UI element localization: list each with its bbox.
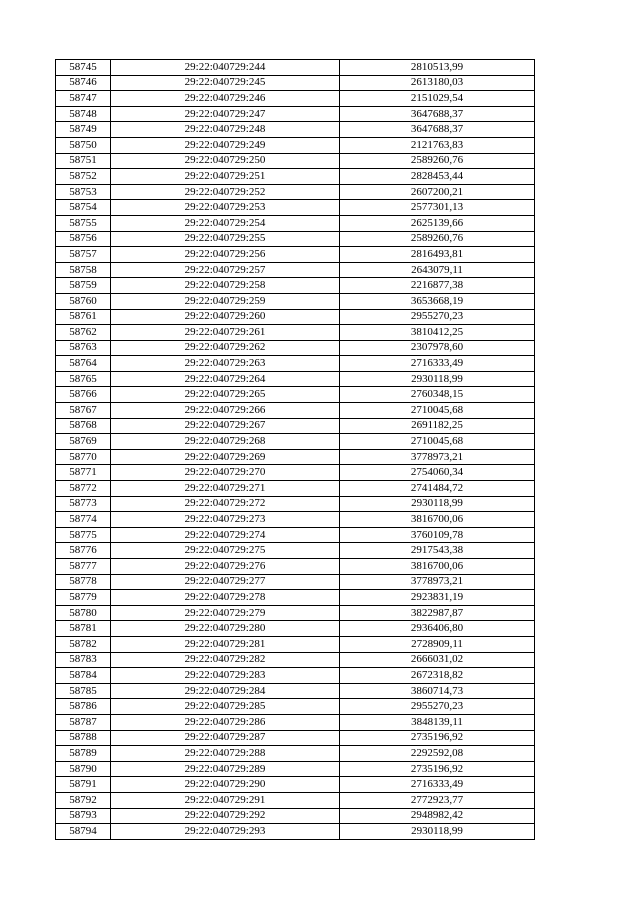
cadastral-number-cell: 29:22:040729:277: [111, 574, 340, 590]
cadastral-number-cell: 29:22:040729:263: [111, 356, 340, 372]
table-row: [56, 824, 535, 840]
row-number-cell: 58763: [56, 340, 111, 356]
table-row: [56, 418, 535, 434]
table-row: [56, 293, 535, 309]
row-number-cell: 58787: [56, 714, 111, 730]
table-row: [56, 761, 535, 777]
table-row: [56, 527, 535, 543]
cadastral-value-cell: 2710045,68: [340, 434, 535, 450]
cadastral-value-cell: 2607200,21: [340, 184, 535, 200]
cadastral-value-cell: 2828453,44: [340, 169, 535, 185]
cadastral-number-cell: 29:22:040729:275: [111, 543, 340, 559]
cadastral-value-cell: 3778973,21: [340, 574, 535, 590]
cadastral-value-cell: 2735196,92: [340, 730, 535, 746]
cadastral-value-cell: 3848139,11: [340, 714, 535, 730]
cadastral-number-cell: 29:22:040729:248: [111, 122, 340, 138]
row-number-cell: 58754: [56, 200, 111, 216]
cadastral-number-cell: 29:22:040729:262: [111, 340, 340, 356]
table-row: [56, 559, 535, 575]
table-row: [56, 75, 535, 91]
cadastral-value-cell: 3860714,73: [340, 683, 535, 699]
cadastral-number-cell: 29:22:040729:256: [111, 247, 340, 263]
cadastral-number-cell: 29:22:040729:244: [111, 60, 340, 76]
row-number-cell: 58793: [56, 808, 111, 824]
row-number-cell: 58745: [56, 60, 111, 76]
cadastral-value-cell: 2716333,49: [340, 356, 535, 372]
cadastral-value-table: [55, 59, 535, 840]
cadastral-number-cell: 29:22:040729:287: [111, 730, 340, 746]
row-number-cell: 58771: [56, 465, 111, 481]
table-row: [56, 683, 535, 699]
cadastral-value-cell: 2710045,68: [340, 403, 535, 419]
table-row: [56, 652, 535, 668]
cadastral-number-cell: 29:22:040729:247: [111, 106, 340, 122]
table-row: [56, 792, 535, 808]
table-row: [56, 699, 535, 715]
row-number-cell: 58784: [56, 668, 111, 684]
cadastral-value-cell: 2930118,99: [340, 371, 535, 387]
row-number-cell: 58780: [56, 605, 111, 621]
table-row: [56, 137, 535, 153]
table-row: [56, 278, 535, 294]
table-row: [56, 668, 535, 684]
cadastral-value-cell: 2672318,82: [340, 668, 535, 684]
cadastral-number-cell: 29:22:040729:274: [111, 527, 340, 543]
row-number-cell: 58776: [56, 543, 111, 559]
cadastral-value-cell: 2955270,23: [340, 699, 535, 715]
row-number-cell: 58751: [56, 153, 111, 169]
cadastral-value-cell: 3816700,06: [340, 512, 535, 528]
cadastral-number-cell: 29:22:040729:260: [111, 309, 340, 325]
cadastral-value-cell: 2754060,34: [340, 465, 535, 481]
table-row: [56, 714, 535, 730]
cadastral-value-cell: 2810513,99: [340, 60, 535, 76]
table-body: [56, 60, 535, 840]
row-number-cell: 58786: [56, 699, 111, 715]
table-row: [56, 231, 535, 247]
cadastral-value-cell: 2741484,72: [340, 481, 535, 497]
row-number-cell: 58778: [56, 574, 111, 590]
row-number-cell: 58774: [56, 512, 111, 528]
row-number-cell: 58766: [56, 387, 111, 403]
cadastral-number-cell: 29:22:040729:292: [111, 808, 340, 824]
cadastral-number-cell: 29:22:040729:288: [111, 746, 340, 762]
cadastral-value-cell: 3647688,37: [340, 122, 535, 138]
cadastral-number-cell: 29:22:040729:268: [111, 434, 340, 450]
cadastral-value-cell: 2577301,13: [340, 200, 535, 216]
table-row: [56, 340, 535, 356]
table-row: [56, 325, 535, 341]
row-number-cell: 58757: [56, 247, 111, 263]
table-row: [56, 449, 535, 465]
table-row: [56, 106, 535, 122]
row-number-cell: 58753: [56, 184, 111, 200]
cadastral-number-cell: 29:22:040729:279: [111, 605, 340, 621]
table-row: [56, 262, 535, 278]
table-row: [56, 169, 535, 185]
table-row: [56, 371, 535, 387]
cadastral-number-cell: 29:22:040729:283: [111, 668, 340, 684]
cadastral-number-cell: 29:22:040729:270: [111, 465, 340, 481]
table-row: [56, 91, 535, 107]
cadastral-number-cell: 29:22:040729:245: [111, 75, 340, 91]
row-number-cell: 58775: [56, 527, 111, 543]
cadastral-value-cell: 3760109,78: [340, 527, 535, 543]
row-number-cell: 58768: [56, 418, 111, 434]
cadastral-number-cell: 29:22:040729:278: [111, 590, 340, 606]
cadastral-number-cell: 29:22:040729:265: [111, 387, 340, 403]
cadastral-value-cell: 2760348,15: [340, 387, 535, 403]
cadastral-value-cell: 2948982,42: [340, 808, 535, 824]
cadastral-value-cell: 2691182,25: [340, 418, 535, 434]
cadastral-value-cell: 2216877,38: [340, 278, 535, 294]
row-number-cell: 58792: [56, 792, 111, 808]
table-row: [56, 465, 535, 481]
cadastral-number-cell: 29:22:040729:273: [111, 512, 340, 528]
cadastral-number-cell: 29:22:040729:286: [111, 714, 340, 730]
cadastral-number-cell: 29:22:040729:276: [111, 559, 340, 575]
cadastral-value-cell: 2917543,38: [340, 543, 535, 559]
row-number-cell: 58761: [56, 309, 111, 325]
table-row: [56, 605, 535, 621]
cadastral-number-cell: 29:22:040729:282: [111, 652, 340, 668]
row-number-cell: 58748: [56, 106, 111, 122]
table-row: [56, 356, 535, 372]
row-number-cell: 58782: [56, 636, 111, 652]
cadastral-number-cell: 29:22:040729:261: [111, 325, 340, 341]
table-row: [56, 496, 535, 512]
cadastral-number-cell: 29:22:040729:252: [111, 184, 340, 200]
cadastral-value-cell: 2151029,54: [340, 91, 535, 107]
cadastral-value-cell: 2816493,81: [340, 247, 535, 263]
row-number-cell: 58791: [56, 777, 111, 793]
cadastral-number-cell: 29:22:040729:285: [111, 699, 340, 715]
table-row: [56, 60, 535, 76]
row-number-cell: 58773: [56, 496, 111, 512]
table-row: [56, 403, 535, 419]
row-number-cell: 58765: [56, 371, 111, 387]
row-number-cell: 58767: [56, 403, 111, 419]
row-number-cell: 58755: [56, 215, 111, 231]
row-number-cell: 58772: [56, 481, 111, 497]
cadastral-value-cell: 2955270,23: [340, 309, 535, 325]
cadastral-value-cell: 2936406,80: [340, 621, 535, 637]
cadastral-value-cell: 2930118,99: [340, 824, 535, 840]
row-number-cell: 58794: [56, 824, 111, 840]
cadastral-value-cell: 3647688,37: [340, 106, 535, 122]
cadastral-value-cell: 2589260,76: [340, 231, 535, 247]
table-row: [56, 574, 535, 590]
table-row: [56, 636, 535, 652]
cadastral-value-cell: 2121763,83: [340, 137, 535, 153]
cadastral-number-cell: 29:22:040729:280: [111, 621, 340, 637]
row-number-cell: 58746: [56, 75, 111, 91]
cadastral-number-cell: 29:22:040729:269: [111, 449, 340, 465]
cadastral-value-cell: 2772923,77: [340, 792, 535, 808]
row-number-cell: 58762: [56, 325, 111, 341]
cadastral-number-cell: 29:22:040729:250: [111, 153, 340, 169]
cadastral-value-cell: 2923831,19: [340, 590, 535, 606]
cadastral-number-cell: 29:22:040729:291: [111, 792, 340, 808]
table-row: [56, 621, 535, 637]
cadastral-value-cell: 2589260,76: [340, 153, 535, 169]
row-number-cell: 58788: [56, 730, 111, 746]
table-row: [56, 590, 535, 606]
cadastral-value-cell: 3822987,87: [340, 605, 535, 621]
row-number-cell: 58760: [56, 293, 111, 309]
cadastral-value-cell: 3816700,06: [340, 559, 535, 575]
row-number-cell: 58749: [56, 122, 111, 138]
cadastral-value-cell: 2307978,60: [340, 340, 535, 356]
cadastral-value-cell: 3810412,25: [340, 325, 535, 341]
row-number-cell: 58783: [56, 652, 111, 668]
cadastral-number-cell: 29:22:040729:284: [111, 683, 340, 699]
row-number-cell: 58759: [56, 278, 111, 294]
cadastral-number-cell: 29:22:040729:293: [111, 824, 340, 840]
cadastral-number-cell: 29:22:040729:259: [111, 293, 340, 309]
cadastral-number-cell: 29:22:040729:254: [111, 215, 340, 231]
cadastral-value-cell: 3653668,19: [340, 293, 535, 309]
cadastral-value-cell: 3778973,21: [340, 449, 535, 465]
cadastral-number-cell: 29:22:040729:289: [111, 761, 340, 777]
row-number-cell: 58758: [56, 262, 111, 278]
cadastral-value-cell: 2716333,49: [340, 777, 535, 793]
table-row: [56, 184, 535, 200]
cadastral-number-cell: 29:22:040729:246: [111, 91, 340, 107]
table-row: [56, 777, 535, 793]
cadastral-value-cell: 2930118,99: [340, 496, 535, 512]
cadastral-number-cell: 29:22:040729:266: [111, 403, 340, 419]
cadastral-number-cell: 29:22:040729:257: [111, 262, 340, 278]
table-row: [56, 730, 535, 746]
cadastral-number-cell: 29:22:040729:258: [111, 278, 340, 294]
cadastral-number-cell: 29:22:040729:281: [111, 636, 340, 652]
row-number-cell: 58777: [56, 559, 111, 575]
cadastral-value-cell: 2292592,08: [340, 746, 535, 762]
table-row: [56, 215, 535, 231]
table-row: [56, 309, 535, 325]
cadastral-value-cell: 2735196,92: [340, 761, 535, 777]
row-number-cell: 58747: [56, 91, 111, 107]
row-number-cell: 58769: [56, 434, 111, 450]
table-row: [56, 808, 535, 824]
cadastral-number-cell: 29:22:040729:271: [111, 481, 340, 497]
cadastral-number-cell: 29:22:040729:255: [111, 231, 340, 247]
table-row: [56, 122, 535, 138]
table-row: [56, 200, 535, 216]
table-row: [56, 746, 535, 762]
row-number-cell: 58756: [56, 231, 111, 247]
table-row: [56, 387, 535, 403]
cadastral-value-cell: 2666031,02: [340, 652, 535, 668]
cadastral-value-cell: 2643079,11: [340, 262, 535, 278]
cadastral-number-cell: 29:22:040729:251: [111, 169, 340, 185]
row-number-cell: 58789: [56, 746, 111, 762]
row-number-cell: 58779: [56, 590, 111, 606]
row-number-cell: 58750: [56, 137, 111, 153]
table-row: [56, 153, 535, 169]
row-number-cell: 58764: [56, 356, 111, 372]
cadastral-value-cell: 2613180,03: [340, 75, 535, 91]
cadastral-value-cell: 2728909,11: [340, 636, 535, 652]
row-number-cell: 58770: [56, 449, 111, 465]
cadastral-number-cell: 29:22:040729:249: [111, 137, 340, 153]
cadastral-number-cell: 29:22:040729:267: [111, 418, 340, 434]
cadastral-number-cell: 29:22:040729:264: [111, 371, 340, 387]
table-row: [56, 434, 535, 450]
table-row: [56, 481, 535, 497]
cadastral-number-cell: 29:22:040729:290: [111, 777, 340, 793]
cadastral-value-cell: 2625139,66: [340, 215, 535, 231]
row-number-cell: 58781: [56, 621, 111, 637]
table-row: [56, 247, 535, 263]
row-number-cell: 58785: [56, 683, 111, 699]
cadastral-number-cell: 29:22:040729:272: [111, 496, 340, 512]
table-row: [56, 512, 535, 528]
row-number-cell: 58790: [56, 761, 111, 777]
cadastral-number-cell: 29:22:040729:253: [111, 200, 340, 216]
table-row: [56, 543, 535, 559]
row-number-cell: 58752: [56, 169, 111, 185]
